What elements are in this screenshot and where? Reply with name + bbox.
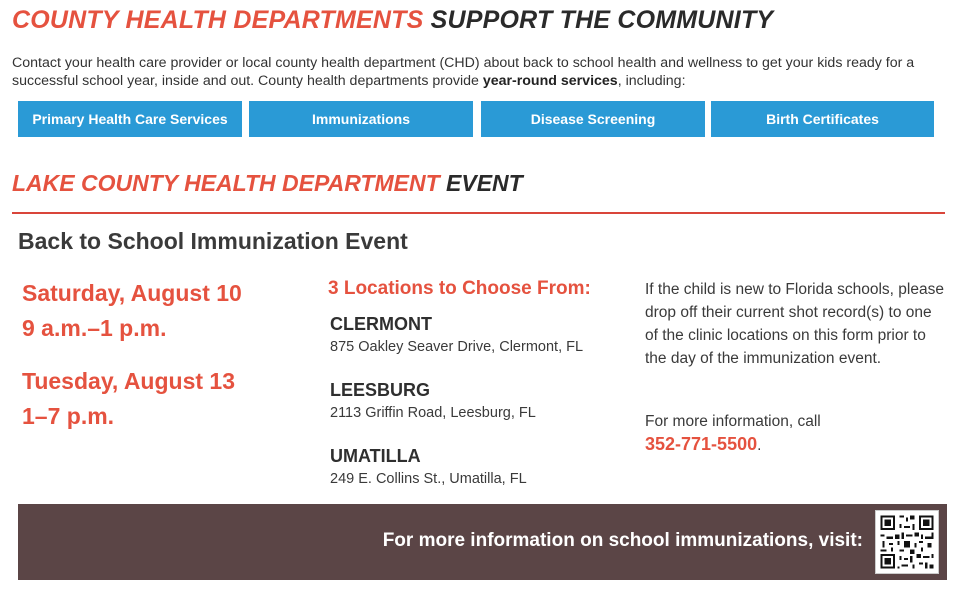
section-divider <box>12 212 945 214</box>
page-title-red: COUNTY HEALTH DEPARTMENTS <box>12 6 424 34</box>
more-info-text: For more information, call <box>645 413 821 430</box>
event-title: Back to School Immunization Event <box>18 228 408 254</box>
event-section-title <box>12 170 523 197</box>
intro-paragraph <box>12 54 947 90</box>
services-row <box>18 101 934 137</box>
location-clermont-name: CLERMONT <box>330 314 432 334</box>
event-section-title-dark: EVENT <box>446 170 523 196</box>
qr-code-icon[interactable] <box>875 510 939 574</box>
event-section-title-red: LAKE COUNTY HEALTH DEPARTMENT <box>12 170 440 196</box>
new-student-note: If the child is new to Florida schools, please drop off their current shot record(s) to one of the clinic locations on this form prior to the day of the immunization event. <box>645 281 944 367</box>
intro-text-end: , including: <box>617 73 686 89</box>
locations-title: 3 Locations to Choose From: <box>328 278 591 299</box>
page-title <box>12 6 773 35</box>
location-leesburg-address: 2113 Griffin Road, Leesburg, FL <box>330 405 536 421</box>
service-primary-health-care: Primary Health Care Services <box>18 101 242 137</box>
banner-text: For more information on school immunizations, visit: <box>382 530 863 551</box>
location-leesburg-name: LEESBURG <box>330 380 431 400</box>
location-clermont-address: 875 Oakley Seaver Drive, Clermont, FL <box>330 339 584 355</box>
info-banner <box>18 504 947 580</box>
more-info-period: . <box>757 437 762 454</box>
location-umatilla-address: 249 E. Collins St., Umatilla, FL <box>330 471 527 487</box>
service-birth-certificates: Birth Certificates <box>711 101 934 137</box>
date-1-time: 9 a.m.–1 p.m. <box>22 315 167 341</box>
service-disease-screening: Disease Screening <box>481 101 705 137</box>
location-umatilla-name: UMATILLA <box>330 446 421 466</box>
date-1-day: Saturday, August 10 <box>22 280 242 306</box>
date-2-time: 1–7 p.m. <box>22 403 115 429</box>
intro-bold: year-round services <box>482 73 618 89</box>
date-2-day: Tuesday, August 13 <box>22 368 236 394</box>
phone-number[interactable]: 352-771-5500 <box>645 434 758 454</box>
intro-text: Contact your health care provider or local county health department (CHD) about back to school health and wellness to get your kids ready for a successful school year, inside and out. County health departments provide <box>12 55 915 89</box>
service-immunizations: Immunizations <box>249 101 473 137</box>
page-title-dark: SUPPORT THE COMMUNITY <box>430 6 774 34</box>
more-info <box>645 410 945 457</box>
